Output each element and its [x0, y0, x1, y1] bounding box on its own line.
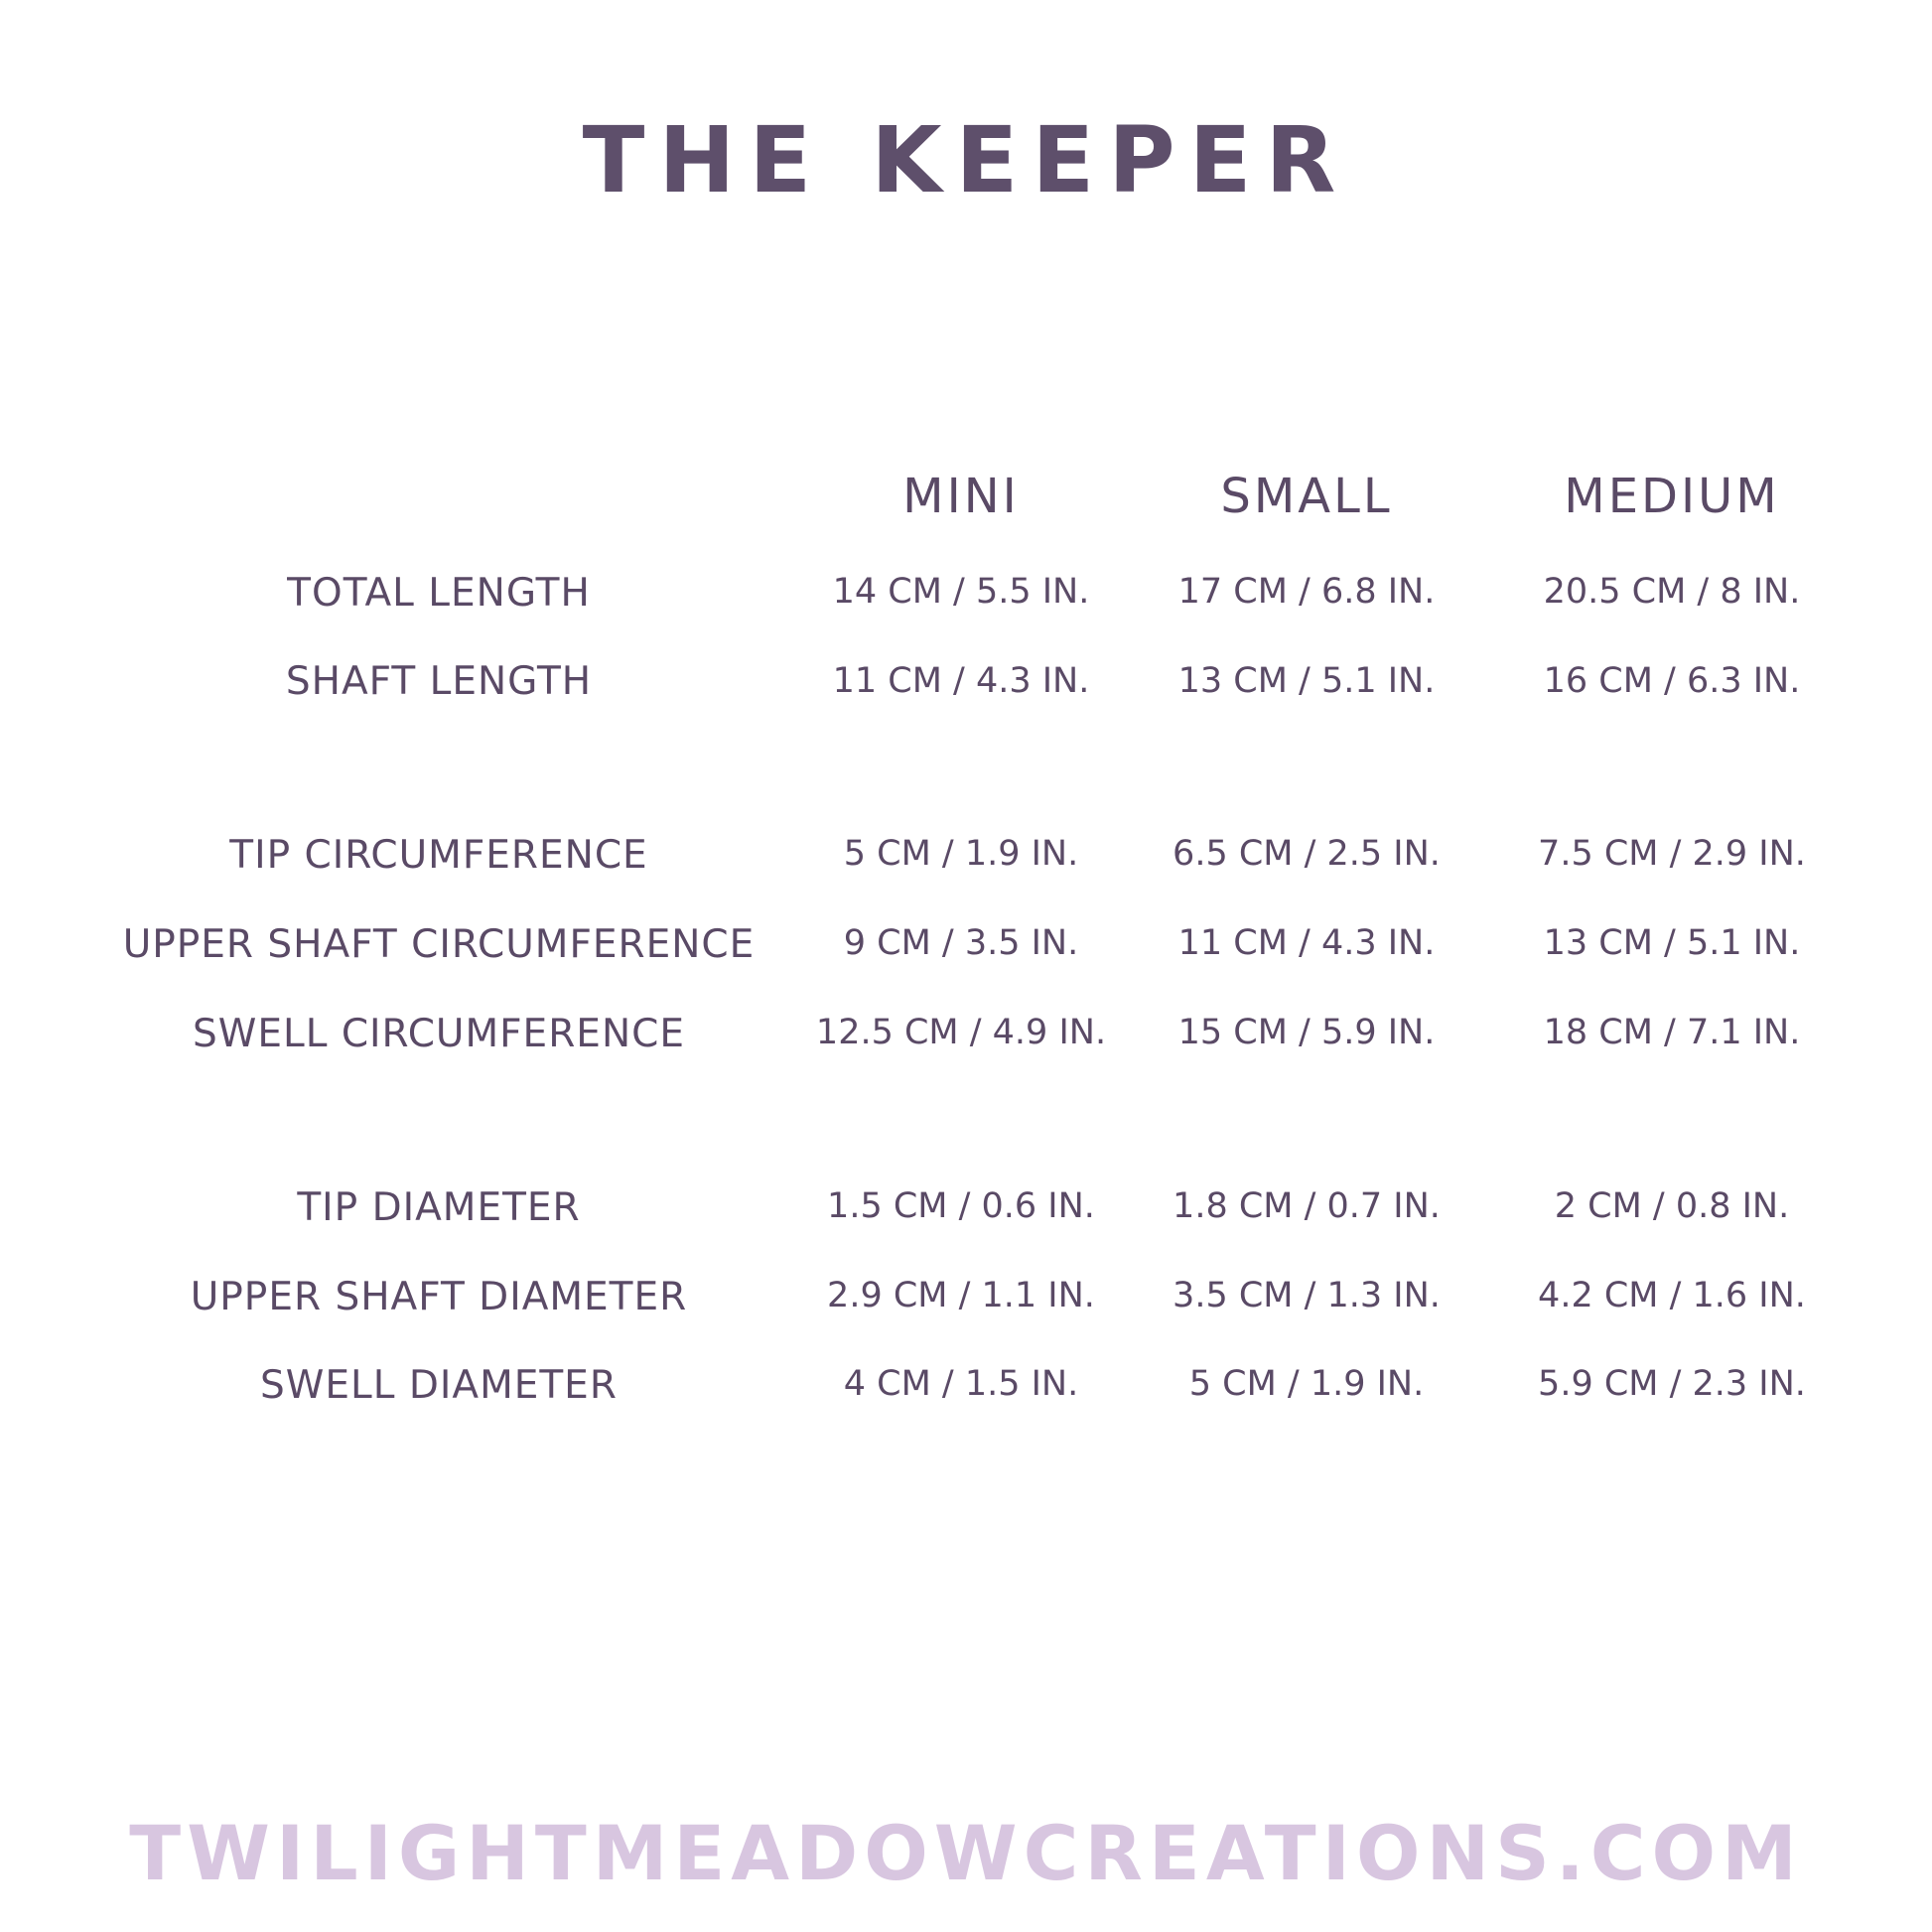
- row-label-shaft-length: SHAFT LENGTH: [285, 659, 593, 704]
- cell-upper-shaft-diameter-small: 3.5 CM / 1.3 IN.: [1173, 1276, 1441, 1315]
- cell-upper-shaft-diameter-mini: 2.9 CM / 1.1 IN.: [827, 1276, 1095, 1315]
- page-title: THE KEEPER: [582, 107, 1350, 213]
- cell-swell-diameter-medium: 5.9 CM / 2.3 IN.: [1538, 1364, 1806, 1404]
- cell-tip-diameter-small: 1.8 CM / 0.7 IN.: [1173, 1186, 1441, 1226]
- row-label-swell-diameter: SWELL DIAMETER: [260, 1363, 618, 1408]
- cell-swell-circumference-small: 15 CM / 5.9 IN.: [1177, 1013, 1436, 1052]
- cell-swell-circumference-medium: 18 CM / 7.1 IN.: [1543, 1013, 1801, 1052]
- cell-total-length-medium: 20.5 CM / 8 IN.: [1543, 572, 1801, 612]
- cell-swell-diameter-small: 5 CM / 1.9 IN.: [1188, 1364, 1425, 1404]
- cell-tip-diameter-mini: 1.5 CM / 0.6 IN.: [827, 1186, 1095, 1226]
- column-header-small: SMALL: [1220, 469, 1393, 524]
- row-label-upper-shaft-diameter: UPPER SHAFT DIAMETER: [190, 1275, 688, 1319]
- website-url: TWILIGHTMEADOWCREATIONS.COM: [129, 1809, 1803, 1897]
- row-label-tip-circumference: TIP CIRCUMFERENCE: [229, 833, 648, 878]
- cell-shaft-length-small: 13 CM / 5.1 IN.: [1177, 661, 1436, 701]
- cell-shaft-length-medium: 16 CM / 6.3 IN.: [1543, 661, 1801, 701]
- cell-upper-shaft-circumference-small: 11 CM / 4.3 IN.: [1177, 923, 1436, 963]
- cell-shaft-length-mini: 11 CM / 4.3 IN.: [832, 661, 1090, 701]
- cell-upper-shaft-diameter-medium: 4.2 CM / 1.6 IN.: [1538, 1276, 1806, 1315]
- cell-upper-shaft-circumference-medium: 13 CM / 5.1 IN.: [1543, 923, 1801, 963]
- cell-tip-circumference-mini: 5 CM / 1.9 IN.: [843, 834, 1079, 874]
- column-header-mini: MINI: [902, 469, 1020, 524]
- cell-total-length-small: 17 CM / 6.8 IN.: [1177, 572, 1436, 612]
- cell-swell-diameter-mini: 4 CM / 1.5 IN.: [843, 1364, 1079, 1404]
- row-label-upper-shaft-circumference: UPPER SHAFT CIRCUMFERENCE: [122, 922, 756, 967]
- cell-upper-shaft-circumference-mini: 9 CM / 3.5 IN.: [843, 923, 1079, 963]
- row-label-tip-diameter: TIP DIAMETER: [297, 1185, 581, 1230]
- row-label-swell-circumference: SWELL CIRCUMFERENCE: [193, 1012, 685, 1056]
- cell-total-length-mini: 14 CM / 5.5 IN.: [832, 572, 1090, 612]
- row-label-total-length: TOTAL LENGTH: [287, 571, 591, 616]
- cell-swell-circumference-mini: 12.5 CM / 4.9 IN.: [815, 1013, 1107, 1052]
- cell-tip-circumference-small: 6.5 CM / 2.5 IN.: [1173, 834, 1441, 874]
- cell-tip-circumference-medium: 7.5 CM / 2.9 IN.: [1538, 834, 1806, 874]
- cell-tip-diameter-medium: 2 CM / 0.8 IN.: [1554, 1186, 1790, 1226]
- column-header-medium: MEDIUM: [1564, 469, 1780, 524]
